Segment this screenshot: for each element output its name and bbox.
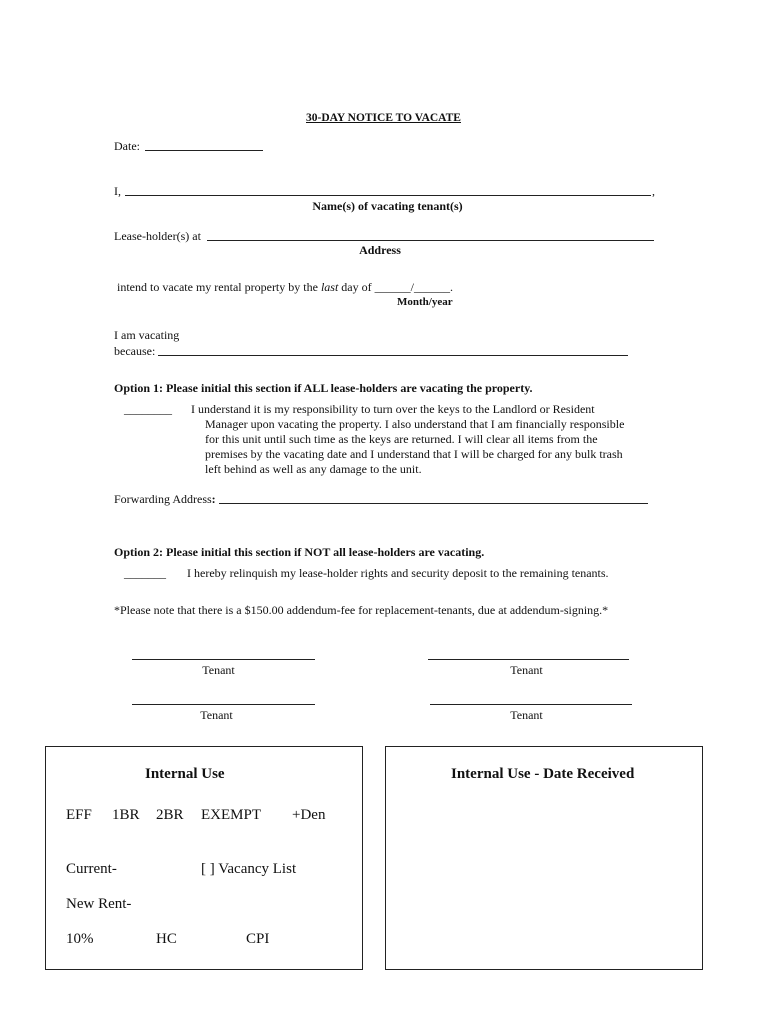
option2-text: I hereby relinquish my lease-holder rights and security deposit to the remaining tenants. (187, 566, 609, 580)
tenant-signature-line-2[interactable] (428, 659, 629, 660)
date-field[interactable] (145, 150, 263, 151)
option1-text-4: premises by the vacating date and I understand that I will be charged for any bulk trash (205, 447, 623, 461)
tenant-signature-line-1[interactable] (132, 659, 315, 660)
tenant-names-field[interactable] (125, 195, 651, 196)
pct-label: 10% (66, 931, 94, 947)
month-year-caption: Month/year (397, 296, 453, 308)
tenant-caption-1: Tenant (202, 663, 235, 677)
tenant-caption-2: Tenant (510, 663, 543, 677)
forwarding-colon: : (211, 492, 216, 506)
tenant-signature-line-3[interactable] (132, 704, 315, 705)
date-received-title: Internal Use - Date Received (451, 766, 635, 782)
date-received-box (385, 746, 703, 970)
intend-italic: last (320, 280, 339, 294)
unit-eff: EFF (66, 807, 92, 823)
hc-label: HC (156, 931, 177, 947)
tenant-caption-4: Tenant (510, 708, 543, 722)
option1-text-3: for this unit until such time as the keys are returned. I will clear all items from the (205, 432, 598, 446)
page-title: 30-DAY NOTICE TO VACATE (306, 112, 461, 124)
unit-1br: 1BR (112, 807, 140, 823)
forwarding-address-field[interactable] (219, 503, 648, 504)
tenant-suffix: , (652, 184, 655, 198)
internal-use-title: Internal Use (145, 766, 225, 782)
address-caption: Address (359, 243, 401, 257)
reason-field[interactable] (158, 355, 628, 356)
forwarding-label-text: Forwarding Address (114, 492, 212, 506)
intend-before: intend to vacate my rental property by the (117, 280, 321, 294)
option1-text-5: left behind as well as any damage to the unit. (205, 462, 422, 476)
option2-heading: Option 2: Please initial this section if NOT all lease-holders are vacating. (114, 545, 485, 559)
leaseholder-label: Lease-holder(s) at (114, 229, 201, 243)
date-label: Date: (114, 139, 140, 153)
unit-den: +Den (292, 807, 326, 823)
tenant-caption: Name(s) of vacating tenant(s) (312, 199, 463, 213)
tenant-signature-line-4[interactable] (430, 704, 632, 705)
fee-note: *Please note that there is a $150.00 addendum-fee for replacement-tenants, due at addendum-signing.* (114, 603, 609, 617)
unit-2br: 2BR (156, 807, 184, 823)
unit-exempt: EXEMPT (201, 807, 261, 823)
tenant-prefix: I, (114, 184, 121, 198)
internal-use-box (45, 746, 363, 970)
option1-text-2: Manager upon vacating the property. I also understand that I am financially responsible (205, 417, 625, 431)
reason-line-2: because: (114, 344, 156, 358)
tenant-caption-3: Tenant (200, 708, 233, 722)
address-field[interactable] (207, 240, 654, 241)
option2-initial-field[interactable]: _______ (124, 566, 166, 580)
vacancy-list-checkbox[interactable]: [ ] Vacancy List (201, 861, 297, 877)
intend-sentence (117, 280, 453, 295)
forwarding-label (114, 492, 216, 507)
current-label: Current- (66, 861, 117, 877)
reason-line-1: I am vacating (114, 328, 180, 342)
option1-text-1: I understand it is my responsibility to turn over the keys to the Landlord or Resident (191, 402, 595, 416)
option1-heading: Option 1: Please initial this section if ALL lease-holders are vacating the property. (114, 381, 533, 395)
cpi-label: CPI (246, 931, 270, 947)
intend-after: day of ______/______. (338, 280, 453, 294)
option1-initial-field[interactable]: ________ (124, 402, 172, 416)
new-rent-label: New Rent- (66, 896, 132, 912)
